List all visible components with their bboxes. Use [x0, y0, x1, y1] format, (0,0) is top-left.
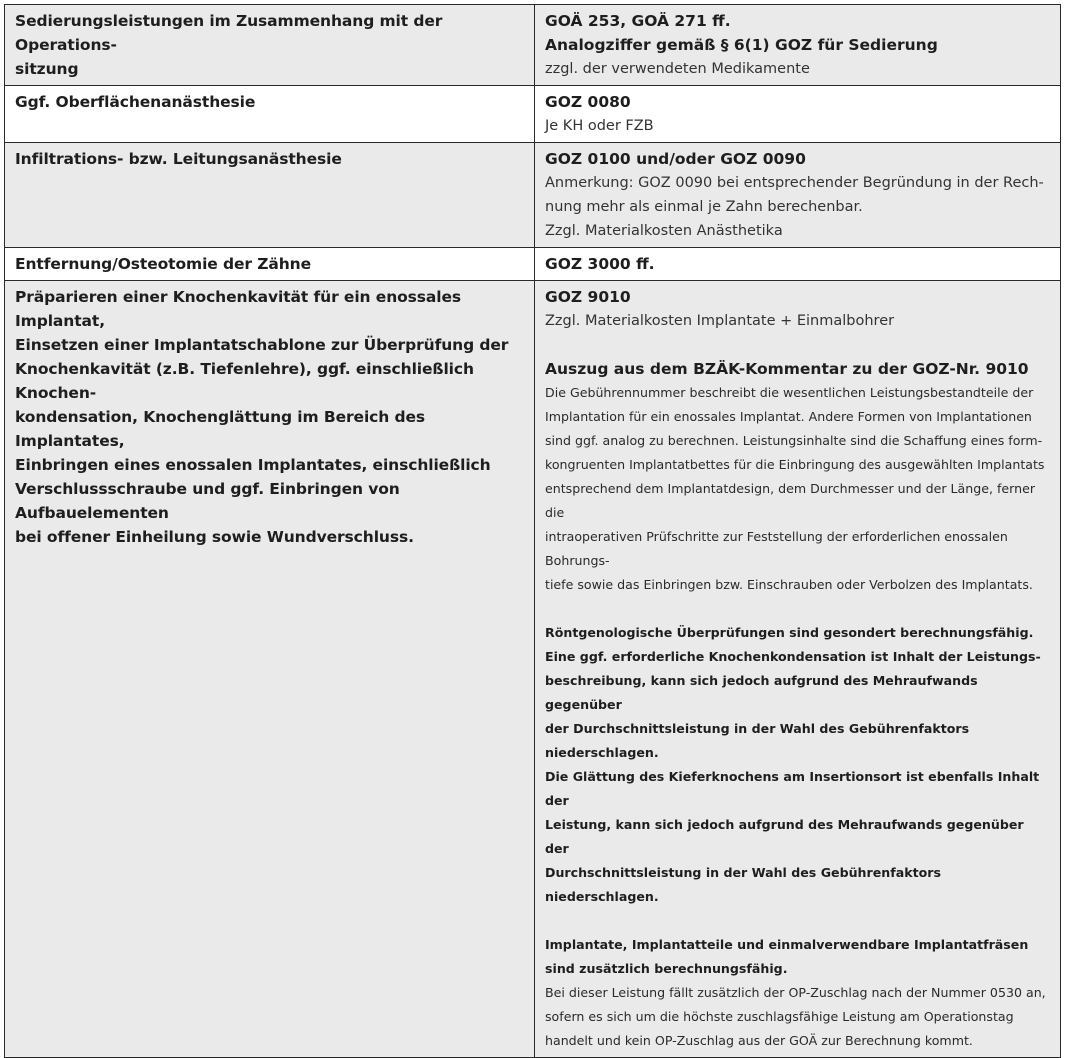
table-row — [5, 5, 1061, 86]
final-line: handelt und kein OP-Zuschlag aus der GOÄ zur Berechnung kommt. — [545, 1033, 973, 1048]
comment-bold-line: beschreibung, kann sich jedoch aufgrund des Mehraufwands gegenüber — [545, 673, 978, 712]
service-cell — [5, 86, 535, 143]
service-cell — [5, 281, 535, 1058]
service-text: Sedierungsleistungen im Zusammenhang mit der Operations- — [15, 12, 443, 54]
table-row — [5, 281, 1061, 1058]
implant-line: Implantate, Implantatteile und einmalverwendbare Implantatfräsen — [545, 937, 1029, 952]
billing-code: GOZ 9010 — [545, 288, 631, 306]
billing-note: Anmerkung: GOZ 0090 bei entsprechender Begründung in der Rech- — [545, 175, 1044, 191]
table-row — [5, 86, 1061, 143]
service-cell — [5, 248, 535, 281]
final-line: sofern es sich um die höchste zuschlagsfähige Leistung am Operationstag — [545, 1009, 1014, 1024]
final-line: Bei dieser Leistung fällt zusätzlich der OP-Zuschlag nach der Nummer 0530 an, — [545, 985, 1046, 1000]
comment-bold-line: Röntgenologische Überprüfungen sind gesondert berechnungsfähig. — [545, 625, 1034, 640]
comment-line: sind ggf. analog zu berechnen. Leistungsinhalte sind die Schaffung eines form- — [545, 433, 1043, 448]
billing-code: Analogziffer gemäß § 6(1) GOZ für Sedierung — [545, 36, 938, 54]
billing-code: GOZ 0100 und/oder GOZ 0090 — [545, 150, 806, 168]
service-text: Einsetzen einer Implantatschablone zur Überprüfung der — [15, 336, 509, 354]
service-text: Verschlussschraube und ggf. Einbringen von Aufbauelementen — [15, 480, 400, 522]
service-text: Infiltrations- bzw. Leitungsanästhesie — [15, 150, 342, 168]
billing-note: Zzgl. Materialkosten Implantate + Einmalbohrer — [545, 313, 895, 329]
billing-code: GOZ 3000 ff. — [545, 255, 655, 273]
billing-table — [4, 4, 1061, 1058]
service-text: Einbringen eines enossalen Implantates, einschließlich — [15, 456, 491, 474]
billing-cell — [535, 281, 1061, 1058]
comment-line: tiefe sowie das Einbringen bzw. Einschrauben oder Verbolzen des Implantats. — [545, 577, 1033, 592]
table-row — [5, 248, 1061, 281]
billing-cell — [535, 143, 1061, 248]
service-text: sitzung — [15, 60, 79, 78]
comment-bold-line: Die Glättung des Kieferknochens am Insertionsort ist ebenfalls Inhalt der — [545, 769, 1040, 808]
implant-line: sind zusätzlich berechnungsfähig. — [545, 961, 788, 976]
service-cell — [5, 143, 535, 248]
service-text: Entfernung/Osteotomie der Zähne — [15, 255, 312, 273]
billing-note: Zzgl. Materialkosten Anästhetika — [545, 223, 783, 239]
comment-heading: Auszug aus dem BZÄK-Kommentar zu der GOZ-Nr. 9010 — [545, 360, 1029, 378]
comment-bold-line: Eine ggf. erforderliche Knochenkondensation ist Inhalt der Leistungs- — [545, 649, 1041, 664]
comment-line: Implantation für ein enossales Implantat. Andere Formen von Implantationen — [545, 409, 1032, 424]
service-text: Präparieren einer Knochenkavität für ein enossales Implantat, — [15, 288, 462, 330]
billing-note: Je KH oder FZB — [545, 118, 654, 134]
comment-line: entsprechend dem Implantatdesign, dem Durchmesser und der Länge, ferner die — [545, 481, 1036, 520]
comment-bold-line: der Durchschnittsleistung in der Wahl des Gebührenfaktors niederschlagen. — [545, 721, 970, 760]
billing-cell — [535, 86, 1061, 143]
service-text: Ggf. Oberflächenanästhesie — [15, 93, 256, 111]
billing-cell — [535, 5, 1061, 86]
billing-note: zzgl. der verwendeten Medikamente — [545, 61, 810, 77]
comment-line: kongruenten Implantatbettes für die Einbringung des ausgewählten Implantats — [545, 457, 1045, 472]
comment-bold-line: Leistung, kann sich jedoch aufgrund des Mehraufwands gegenüber der — [545, 817, 1024, 856]
service-text: kondensation, Knochenglättung im Bereich des Implantates, — [15, 408, 426, 450]
billing-code: GOZ 0080 — [545, 93, 631, 111]
comment-line: intraoperativen Prüfschritte zur Feststellung der erforderlichen enossalen Bohrungs- — [545, 529, 1008, 568]
comment-bold-line: Durchschnittsleistung in der Wahl des Gebührenfaktors niederschlagen. — [545, 865, 941, 904]
table-row — [5, 143, 1061, 248]
service-text: bei offener Einheilung sowie Wundverschluss. — [15, 528, 414, 546]
comment-line: Die Gebührennummer beschreibt die wesentlichen Leistungsbestandteile der — [545, 385, 1034, 400]
billing-cell — [535, 248, 1061, 281]
service-text: Knochenkavität (z.B. Tiefenlehre), ggf. einschließlich Knochen- — [15, 360, 474, 402]
service-cell — [5, 5, 535, 86]
billing-note: nung mehr als einmal je Zahn berechenbar. — [545, 199, 863, 215]
billing-code: GOÄ 253, GOÄ 271 ff. — [545, 12, 731, 30]
